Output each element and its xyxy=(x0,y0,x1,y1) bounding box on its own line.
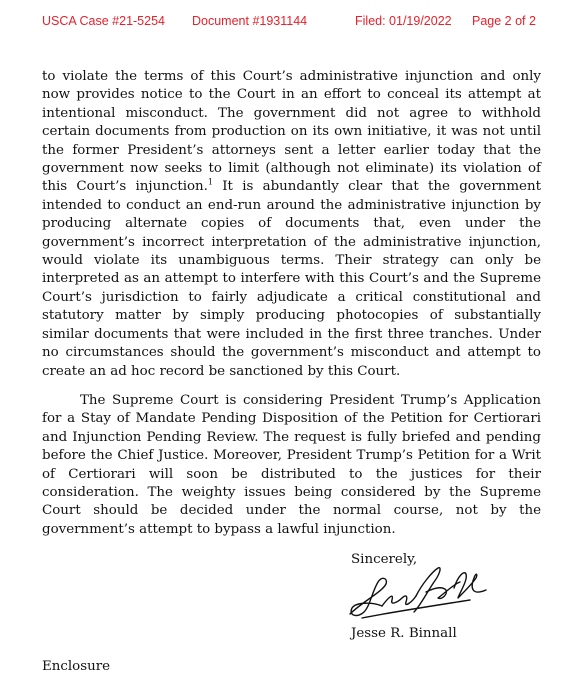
filed-date: Filed: 01/19/2022 xyxy=(355,14,452,28)
paragraph-2-text: The Supreme Court is considering President Trump’s Application for a Stay of Mandate Pending Disposition of the Petition for Certiorari and Injunction Pending Review. The request is fully briefed and pending before the Chief Justice. Moreover, President Trump’s Petition for a Writ of Certiorari will soon be distributed to the justices for their consideration. The weighty issues being considered by the Supreme Court should be decided under the normal course, not by the government’s attempt to bypass a lawful injunction. xyxy=(42,393,541,537)
paragraph-1-text-b: It is abundantly clear that the government intended to conduct an end-run around the administrative injunction by producing alternate copies of documents that, even under the government’s incorrect interpretation of the administrative injunction, would violate its unambiguous terms. Their strategy can only be interpreted as an attempt to interfere with this Court’s and the Supreme Court’s jurisdiction to fairly adjudicate a critical constitutional and statutory matter by simply producing photocopies of substantially similar documents that were included in the first three tranches. Under no circumstances should the government’s misconduct and attempt to create an ad hoc record be sanctioned by this Court. xyxy=(42,179,541,379)
handwritten-signature xyxy=(342,562,492,624)
ecf-header xyxy=(0,14,575,32)
body-paragraph-2 xyxy=(42,392,541,539)
footnote-marker[interactable]: 1 xyxy=(207,177,214,187)
enclosure-note: Enclosure xyxy=(42,659,111,674)
paragraph-1-text-a: to violate the terms of this Court’s administrative injunction and only now provides notice to the Court in an effort to conceal its attempt at intentional misconduct. The government did not agree to withhold certain documents from production on its own initiative, it was not until the former President’s attorneys sent a letter earlier today that the government now seeks to limit (although not eliminate) its violation of this Court’s injunction. xyxy=(42,69,541,195)
case-number: USCA Case #21-5254 xyxy=(42,14,165,28)
closing-salutation: Sincerely, xyxy=(351,552,418,567)
signer-name: Jesse R. Binnall xyxy=(351,626,457,641)
page-indicator: Page 2 of 2 xyxy=(472,14,536,28)
body-paragraph-1 xyxy=(42,68,541,381)
document-number: Document #1931144 xyxy=(192,14,308,28)
